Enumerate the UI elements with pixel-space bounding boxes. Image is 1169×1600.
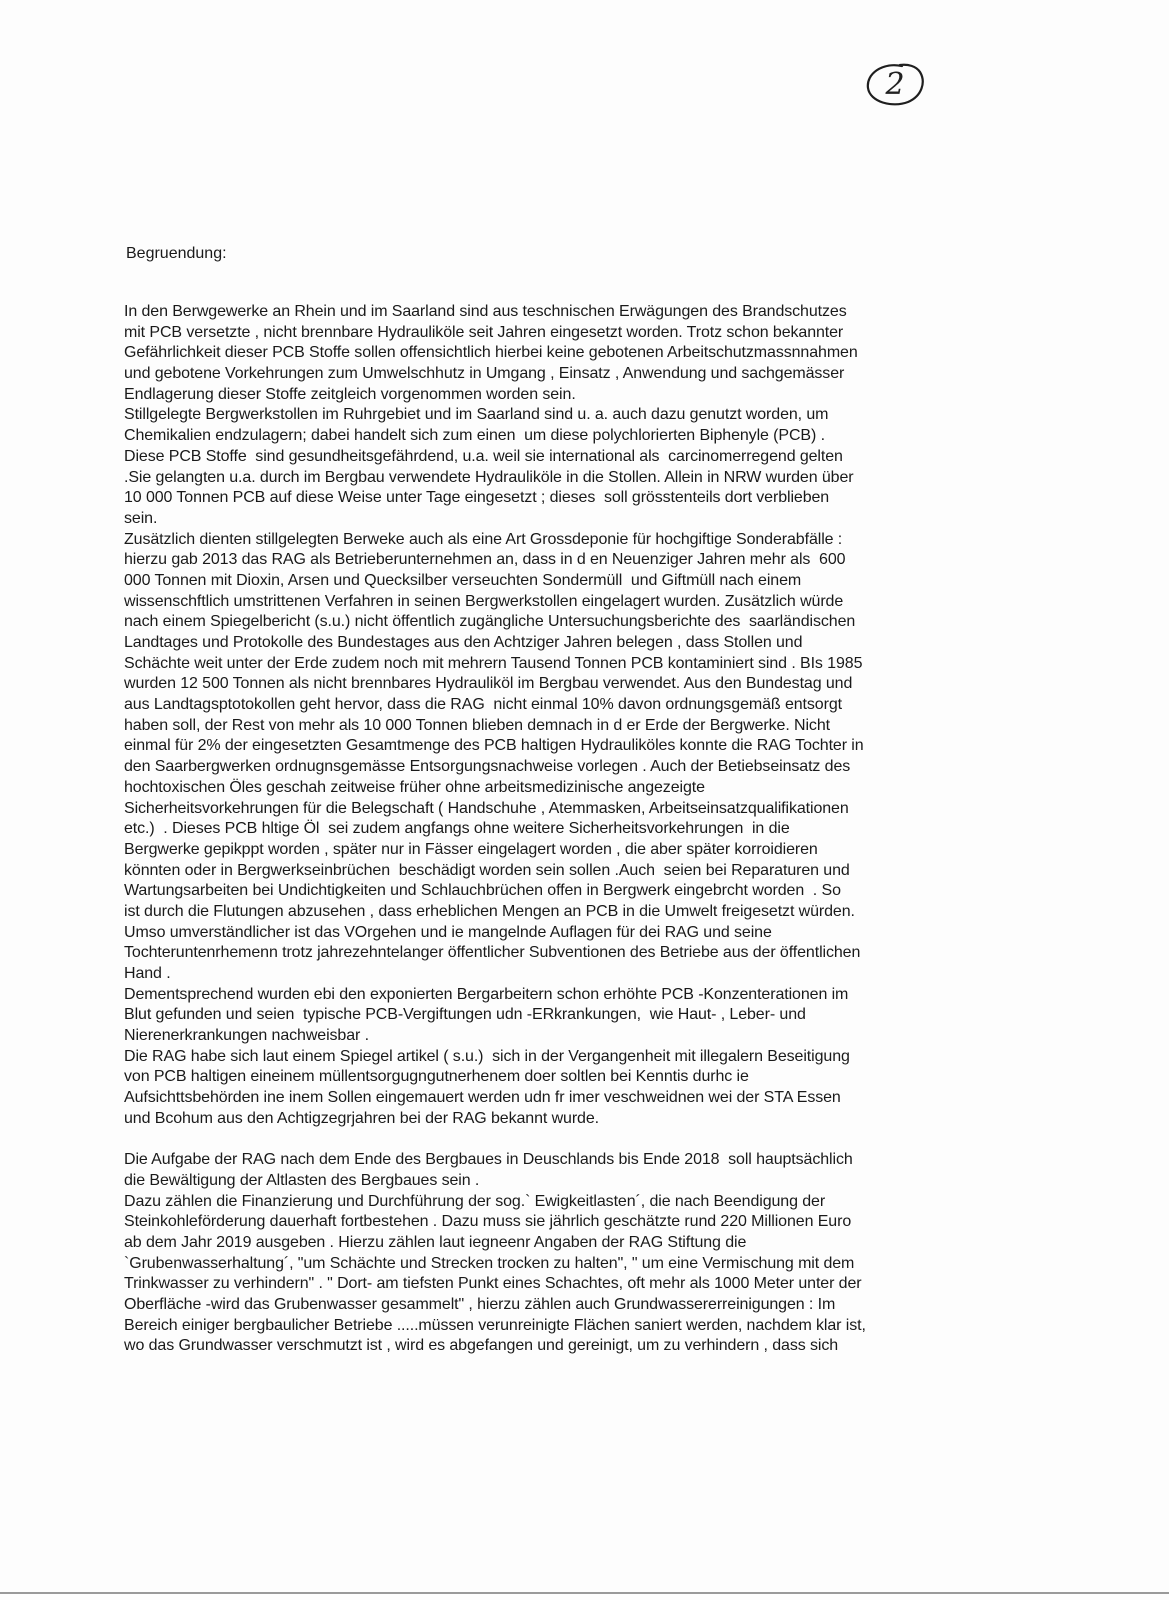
text-line: 10 000 Tonnen PCB auf diese Weise unter Tage eingesetzt ; dieses soll grösstenteils dort verblieben [124, 489, 830, 507]
text-line: Stillgelegte Bergwerkstollen im Ruhrgebiet und im Saarland sind u. a. auch dazu genutzt worden, um [124, 406, 829, 424]
text-line: von PCB haltigen eineinem müllentsorgugngutnerhenem doer soltlen bei Kenntis durhc ie [124, 1068, 749, 1086]
text-line: Die Aufgabe der RAG nach dem Ende des Bergbaues in Deuschlands bis Ende 2018 soll hauptsächlich [124, 1151, 853, 1169]
text-line: mit PCB versetzte , nicht brennbare Hydrauliköle seit Jahren eingesetzt worden. Trotz schon bekannter [124, 323, 844, 341]
text-line: Steinkohleförderung dauerhaft fortbestehen . Dazu muss sie jährlich geschätzte rund 220 Millionen Euro [124, 1213, 852, 1231]
text-line: wissenschftlich umstrittenen Verfahren in seinen Bergwerkstollen eingelagert wurden. Zusätzlich würde [124, 592, 844, 610]
text-line: den Saarbergwerken ordnugnsgemässe Entsorgungsnachweise vorlegen . Auch der Betiebseinsatz des [124, 758, 851, 776]
text-line: Dementsprechend wurden ebi den exponierten Bergarbeitern schon erhöhte PCB -Konzenterationen im [124, 985, 849, 1003]
text-line: sein. [124, 509, 158, 527]
text-line: hochtoxischen Öles geschah zeitweise früher ohne arbeitsmedizinische angezeigte [124, 778, 705, 796]
text-line: haben soll, der Rest von mehr als 10 000 Tonnen blieben demnach in d er Erde der Bergwerke. Nicht [124, 716, 830, 734]
text-line: und gebotene Vorkehrungen zum Umwelschhutz in Umgang , Einsatz , Anwendung und sachgemässer [124, 365, 845, 383]
text-line: Zusätzlich dienten stillgelegten Berweke auch als eine Art Grossdeponie für hochgiftige Sonderabfälle : [124, 530, 843, 548]
text-line: 000 Tonnen mit Dioxin, Arsen und Quecksilber verseuchten Sondermüll und Giftmüll nach einem [124, 571, 802, 589]
text-line: und Bcohum aus den Achtigzegrjahren bei der RAG bekannt wurde. [124, 1109, 599, 1127]
text-line: wurden 12 500 Tonnen als nicht brennbares Hydrauliköl im Bergbau verwendet. Aus den Bundestag und [124, 675, 853, 693]
document-body [124, 302, 994, 1357]
text-line: ab dem Jahr 2019 ausgeben . Hierzu zählen laut iegneenr Angaben der RAG Stiftung die [124, 1233, 747, 1251]
text-line: wo das Grundwasser verschmutzt ist , wird es abgefangen und gereinigt, um zu verhindern , dass sich [124, 1337, 839, 1355]
text-line: Bergwerke gepikppt worden , später nur in Fässer eingelagert worden , die aber später korroidieren [124, 840, 818, 858]
text-line: Hand . [124, 965, 171, 982]
text-line: Die RAG habe sich laut einem Spiegel artikel ( s.u.) sich in der Vergangenheit mit illegalern Beseitigung [124, 1047, 850, 1065]
text-line: Endlagerung dieser Stoffe zeitgleich vorgenommen worden sein. [124, 385, 576, 403]
text-line: nach einem Spiegelbericht (s.u.) nicht öffentlich zugängliche Untersuchungsberichte des saarländischen [124, 613, 856, 631]
text-line: Blut gefunden und seien typische PCB-Vergiftungen udn -ERkrankungen, wie Haut- , Leber- und [124, 1006, 806, 1024]
paragraph [124, 302, 994, 1130]
text-line: ist durch die Flutungen abzusehen , dass erheblichen Mengen an PCB in die Umwelt freigesetzt würden. [124, 902, 855, 920]
text-line: Schächte weit unter der Erde zudem noch mit mehrern Tausend Tonnen PCB kontaminiert sind . BIs 1985 [124, 654, 863, 672]
text-line: hierzu gab 2013 das RAG als Betrieberunternehmen an, dass in d en Neuenziger Jahren mehr als 600 [124, 551, 846, 569]
text-line: einmal für 2% der eingesetzten Gesamtmenge des PCB haltigen Hydrauliköles konnte die RAG Tochter in [124, 737, 864, 755]
text-line: Oberfläche -wird das Grubenwasser gesammelt" , hierzu zählen auch Grundwassererreinigungen : Im [124, 1296, 836, 1313]
section-heading: Begruendung: [126, 245, 227, 262]
text-line: etc.) . Dieses PCB hltige Öl sei zudem angfangs ohne weitere Sicherheitsvorkehrungen in die [124, 820, 790, 838]
text-line: Aufsichttsbehörden ine inem Sollen eingemauert werden udn fr imer veschweidnen wei der STA Essen [124, 1089, 841, 1107]
text-line: Chemikalien endzulagern; dabei handelt sich zum einen um diese polychlorierten Biphenyle (PCB) . [124, 427, 825, 445]
scan-edge-line [0, 1592, 1169, 1594]
text-line: aus Landtagsptotokollen geht hervor, dass die RAG nicht einmal 10% davon ordnungsgemäß entsorgt [124, 696, 842, 714]
text-line: In den Berwgewerke an Rhein und im Saarland sind aus teschnischen Erwägungen des Brandschutzes [124, 303, 847, 320]
text-line: Dazu zählen die Finanzierung und Durchführung der sog.` Ewigkeitlasten´, die nach Beendigung der [124, 1192, 826, 1210]
text-line: Wartungsarbeiten bei Undichtigkeiten und Schlauchbrüchen offen in Bergwerk eingebrcht worden . So [124, 882, 841, 900]
page-number-circle [862, 60, 928, 110]
text-line: Sicherheitsvorkehrungen für die Belegschaft ( Handschuhe , Atemmasken, Arbeitseinsatzqualifikationen [124, 799, 849, 817]
text-line: .Sie gelangten u.a. durch im Bergbau verwendete Hydrauliköle in die Stollen. Allein in NRW wurden über [124, 468, 854, 486]
page-number: 2 [885, 67, 905, 102]
paragraph-spacer [124, 1130, 994, 1151]
text-line: Tochteruntenrhemenn trotz jahrezehntelanger öffentlicher Subventionen des Betriebe aus der öffentlichen [124, 944, 861, 962]
text-line: Trinkwasser zu verhindern" . " Dort- am tiefsten Punkt eines Schachtes, oft mehr als 1000 Meter unter der [124, 1275, 862, 1293]
text-line: Umso umverständlicher ist das VOrgehen und ie mangelnde Auflagen für dei RAG und seine [124, 923, 772, 941]
text-line: Nierenerkrankungen nachweisbar . [124, 1027, 369, 1045]
text-line: Diese PCB Stoffe sind gesundheitsgefährdend, u.a. weil sie international als carcinomerregend gelten [124, 447, 843, 465]
text-line: `Grubenwasserhaltung´, "um Schächte und Strecken trocken zu halten", " um eine Vermischung mit dem [124, 1254, 855, 1272]
text-line: die Bewältigung der Altlasten des Bergbaues sein . [124, 1171, 480, 1189]
text-line: könnten oder in Bergwerkseinbrüchen beschädigt worden sein sollen .Auch seien bei Reparaturen und [124, 861, 850, 879]
text-line: Gefährlichkeit dieser PCB Stoffe sollen offensichtlich hierbei keine gebotenen Arbeitschutzmassnnahmen [124, 344, 858, 362]
text-line: Landtages und Protokolle des Bundestages aus den Achtziger Jahren belegen , dass Stollen und [124, 634, 803, 651]
paragraph [124, 1150, 994, 1357]
text-line: Bereich einiger bergbaulicher Betriebe .....müssen verunreinigte Flächen saniert werden, nachdem klar ist, [124, 1316, 866, 1334]
